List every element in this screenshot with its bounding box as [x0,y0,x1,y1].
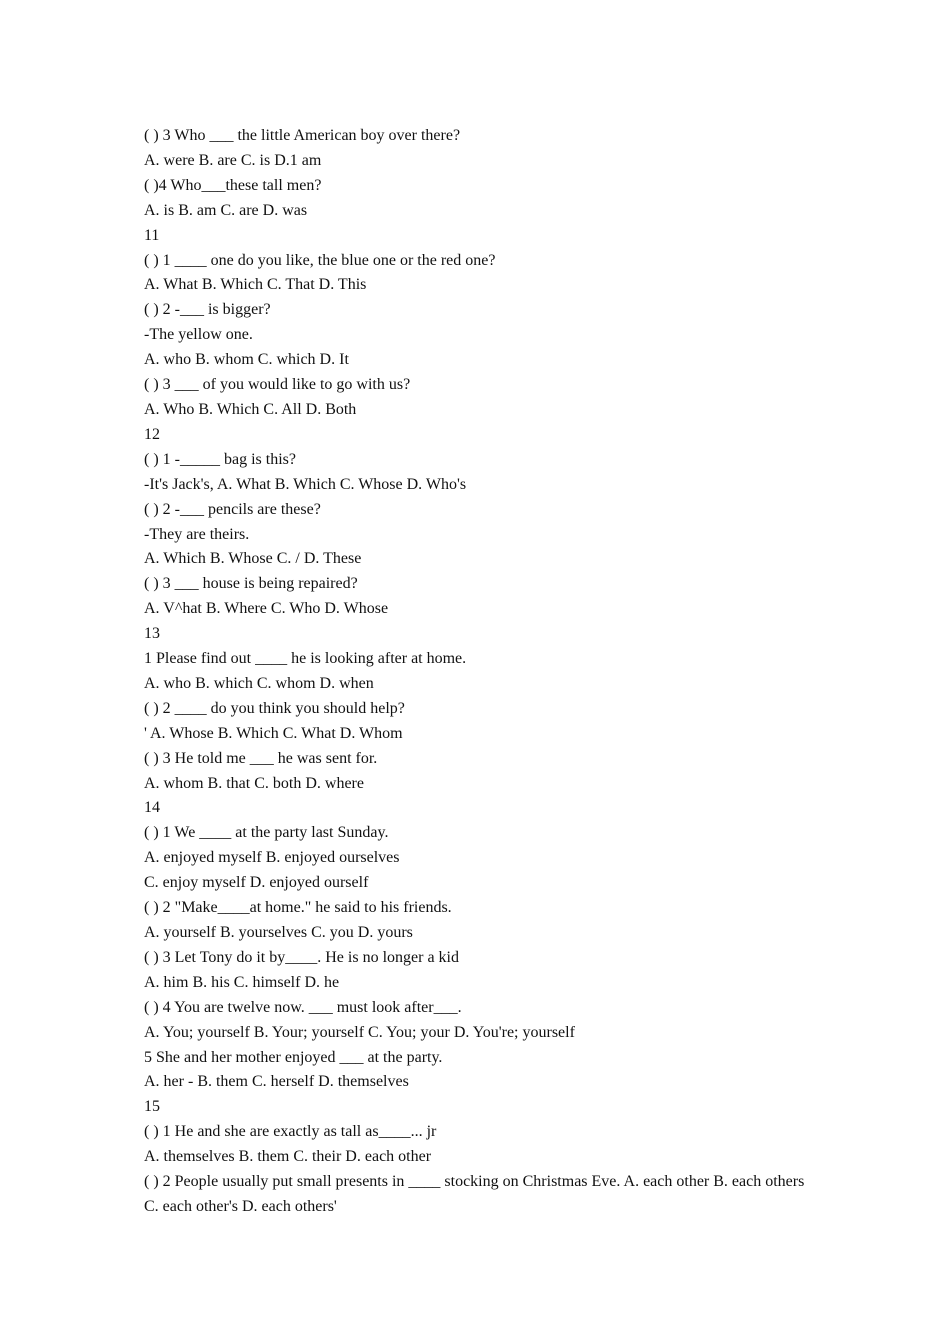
text-line: A. her - B. them C. herself D. themselves [144,1073,409,1091]
text-line: -They are theirs. [144,525,250,543]
text-line: ( ) 1 -_____ bag is this? [144,450,296,468]
text-line: ( ) 3 Let Tony do it by____. He is no longer a kid [144,948,459,966]
text-line: ( ) 1 ____ one do you like, the blue one or the red one? [144,251,496,269]
text-line: C. enjoy myself D. enjoyed ourself [144,874,369,892]
text-line: A. enjoyed myself B. enjoyed ourselves [144,849,400,867]
section-number: 11 [144,226,160,244]
section-number: 14 [144,799,160,817]
section-number: 13 [144,625,160,643]
text-line: A. Which B. Whose C. / D. These [144,550,362,568]
text-line: A. whom B. that C. both D. where [144,774,364,792]
text-line: A. who B. whom C. which D. It [144,351,349,369]
text-line: A. yourself B. yourselves C. you D. yours [144,924,413,941]
text-line: ( ) 1 We ____ at the party last Sunday. [144,824,389,842]
text-line: A. him B. his C. himself D. he [144,973,340,991]
text-line: A. themselves B. them C. their D. each other [144,1148,432,1166]
text-line: ( ) 1 He and she are exactly as tall as____... jr [144,1123,437,1141]
text-line: ( ) 3 Who ___ the little American boy over there? [144,127,461,144]
text-line: ( ) 3 He told me ___ he was sent for. [144,749,378,767]
section-number: 12 [144,425,160,443]
text-line: ( ) 2 "Make____at home." he said to his friends. [144,899,452,917]
document-page [144,124,809,1220]
text-line: 1 Please find out ____ he is looking after at home. [144,650,467,668]
text-line: ( ) 2 ____ do you think you should help? [144,699,405,717]
text-line: ' A. Whose B. Which C. What D. Whom [144,724,403,742]
text-line: A. V^hat B. Where C. Who D. Whose [144,600,389,618]
text-line: ( )4 Who___these tall men? [144,176,322,194]
text-line: ( ) 3 ___ of you would like to go with us? [144,376,411,394]
text-line: ( ) 3 ___ house is being repaired? [144,575,358,593]
text-line: A. is B. am C. are D. was [144,201,308,219]
text-line: A. What B. Which C. That D. This [144,276,367,294]
text-line: A. were B. are C. is D.1 am [144,151,322,169]
text-line: 5 She and her mother enjoyed ___ at the party. [144,1048,443,1066]
text-line: A. Who B. Which C. All D. Both [144,400,357,418]
section-number: 15 [144,1098,160,1116]
text-line: -The yellow one. [144,326,253,344]
text-line: A. You; yourself B. Your; yourself C. You; your D. You're; yourself [144,1023,575,1041]
text-line: ( ) 2 -___ is bigger? [144,301,271,319]
text-line: ( ) 2 People usually put small presents in ____ stocking on Christmas Eve. A. each other B. each others C. each other's D. each others' [144,1173,809,1215]
text-line: ( ) 4 You are twelve now. ___ must look after___. [144,998,462,1016]
text-line: -It's Jack's, A. What B. Which C. Whose D. Who's [144,475,467,493]
text-line: A. who B. which C. whom D. when [144,674,374,692]
text-line: ( ) 2 -___ pencils are these? [144,500,321,518]
